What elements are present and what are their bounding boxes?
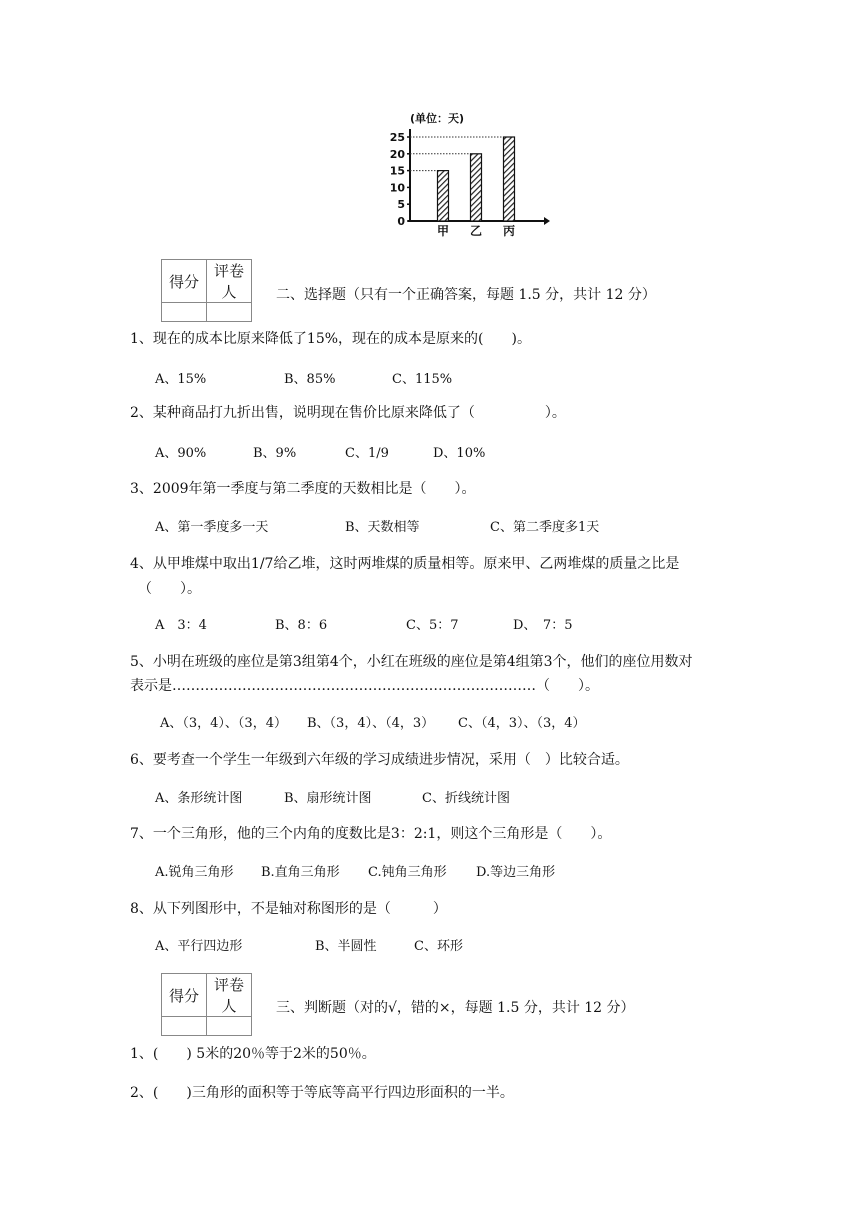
bar-2 [504, 137, 515, 221]
q5-option-c: C、（4，3）、（3，4） [458, 716, 586, 731]
question-5-cont: 表示是……………………………………………………………………（ ）。 [130, 678, 599, 694]
q3-option-a: A、第一季度多一天 [155, 520, 269, 535]
q1-option-c: C、115% [392, 372, 453, 387]
q6-option-c: C、折线统计图 [422, 791, 510, 806]
q5-option-a: A、（3，4）、（3，4） [160, 716, 287, 731]
question-8: 8、从下列图形中，不是轴对称图形的是（ ） [130, 901, 447, 917]
y-tick-label: 5 [397, 198, 405, 212]
bar-0 [438, 171, 449, 221]
question-2: 2、某种商品打九折出售，说明现在售价比原来降低了（ ）。 [130, 405, 566, 421]
section-2-title: 二、选择题（只有一个正确答案，每题 1.5 分，共计 12 分） [276, 287, 656, 303]
q7-option-d: D.等边三角形 [476, 865, 556, 880]
q2-option-a: A、90% [155, 446, 207, 461]
q2-option-c: C、1/9 [345, 446, 389, 461]
q3-option-b: B、天数相等 [345, 520, 420, 535]
bar-chart [380, 104, 550, 239]
grader-label: 评卷人 [207, 260, 252, 303]
judgement-2: 2、( )三角形的面积等于等底等高平行四边形面积的一半。 [130, 1085, 514, 1101]
x-category-label: 乙 [469, 224, 483, 238]
section-3-title: 三、判断题（对的√，错的×，每题 1.5 分，共计 12 分） [276, 1000, 635, 1016]
question-4: 4、从甲堆煤中取出1/7给乙堆，这时两堆煤的质量相等。原来甲、乙两堆煤的质量之比是 [130, 556, 680, 572]
q4-option-d: D、 7：5 [513, 618, 573, 633]
q5-option-b: B、（3，4）、（4，3） [307, 716, 435, 731]
q2-option-b: B、9% [253, 446, 297, 461]
question-1: 1、现在的成本比原来降低了15%，现在的成本是原来的( )。 [130, 331, 531, 347]
score-cell [162, 1017, 207, 1036]
y-tick-label: 10 [389, 181, 405, 195]
question-5: 5、小明在班级的座位是第3组第4个，小红在班级的座位是第4组第3个，他们的座位用数对 [130, 654, 693, 670]
score-box-2 [161, 973, 252, 1036]
y-tick-label: 15 [389, 164, 405, 178]
score-cell [162, 303, 207, 322]
q6-option-a: A、条形统计图 [155, 791, 243, 806]
grader-cell [207, 303, 252, 322]
question-6: 6、要考查一个学生一年级到六年级的学习成绩进步情况，采用（ ）比较合适。 [130, 752, 629, 768]
score-label: 得分 [162, 974, 207, 1017]
x-category-label: 甲 [436, 224, 450, 238]
bar-1 [471, 154, 482, 221]
q7-option-a: A.锐角三角形 [155, 865, 234, 880]
q6-option-b: B、扇形统计图 [284, 791, 372, 806]
x-category-label: 丙 [502, 224, 516, 238]
y-tick-label: 20 [389, 147, 405, 161]
q1-option-a: A、15% [155, 372, 207, 387]
q3-option-c: C、第二季度多1天 [490, 520, 600, 535]
q4-option-a: A 3：4 [155, 618, 207, 633]
chart-unit-label: (单位：天) [410, 112, 465, 125]
y-tick-label: 0 [397, 215, 405, 228]
question-4-cont: （ ）。 [138, 581, 201, 597]
q8-option-b: B、半圆性 [315, 939, 377, 954]
q8-option-a: A、平行四边形 [155, 939, 243, 954]
q4-option-c: C、5：7 [406, 618, 459, 633]
question-3: 3、2009年第一季度与第二季度的天数相比是（ ）。 [130, 481, 476, 497]
judgement-1: 1、( ) 5米的20％等于2米的50％。 [130, 1046, 376, 1062]
grader-label: 评卷人 [207, 974, 252, 1017]
question-7: 7、一个三角形，他的三个内角的度数比是3：2:1，则这个三角形是（ ）。 [130, 826, 612, 842]
score-box-1 [161, 259, 252, 322]
y-tick-label: 25 [389, 131, 405, 144]
x-axis-arrow [544, 217, 550, 225]
q1-option-b: B、85% [284, 372, 336, 387]
q8-option-c: C、环形 [414, 939, 463, 954]
q4-option-b: B、8：6 [275, 618, 328, 633]
score-label: 得分 [162, 260, 207, 303]
q2-option-d: D、10% [433, 446, 486, 461]
q7-option-b: B.直角三角形 [261, 865, 340, 880]
grader-cell [207, 1017, 252, 1036]
q7-option-c: C.钝角三角形 [368, 865, 447, 880]
